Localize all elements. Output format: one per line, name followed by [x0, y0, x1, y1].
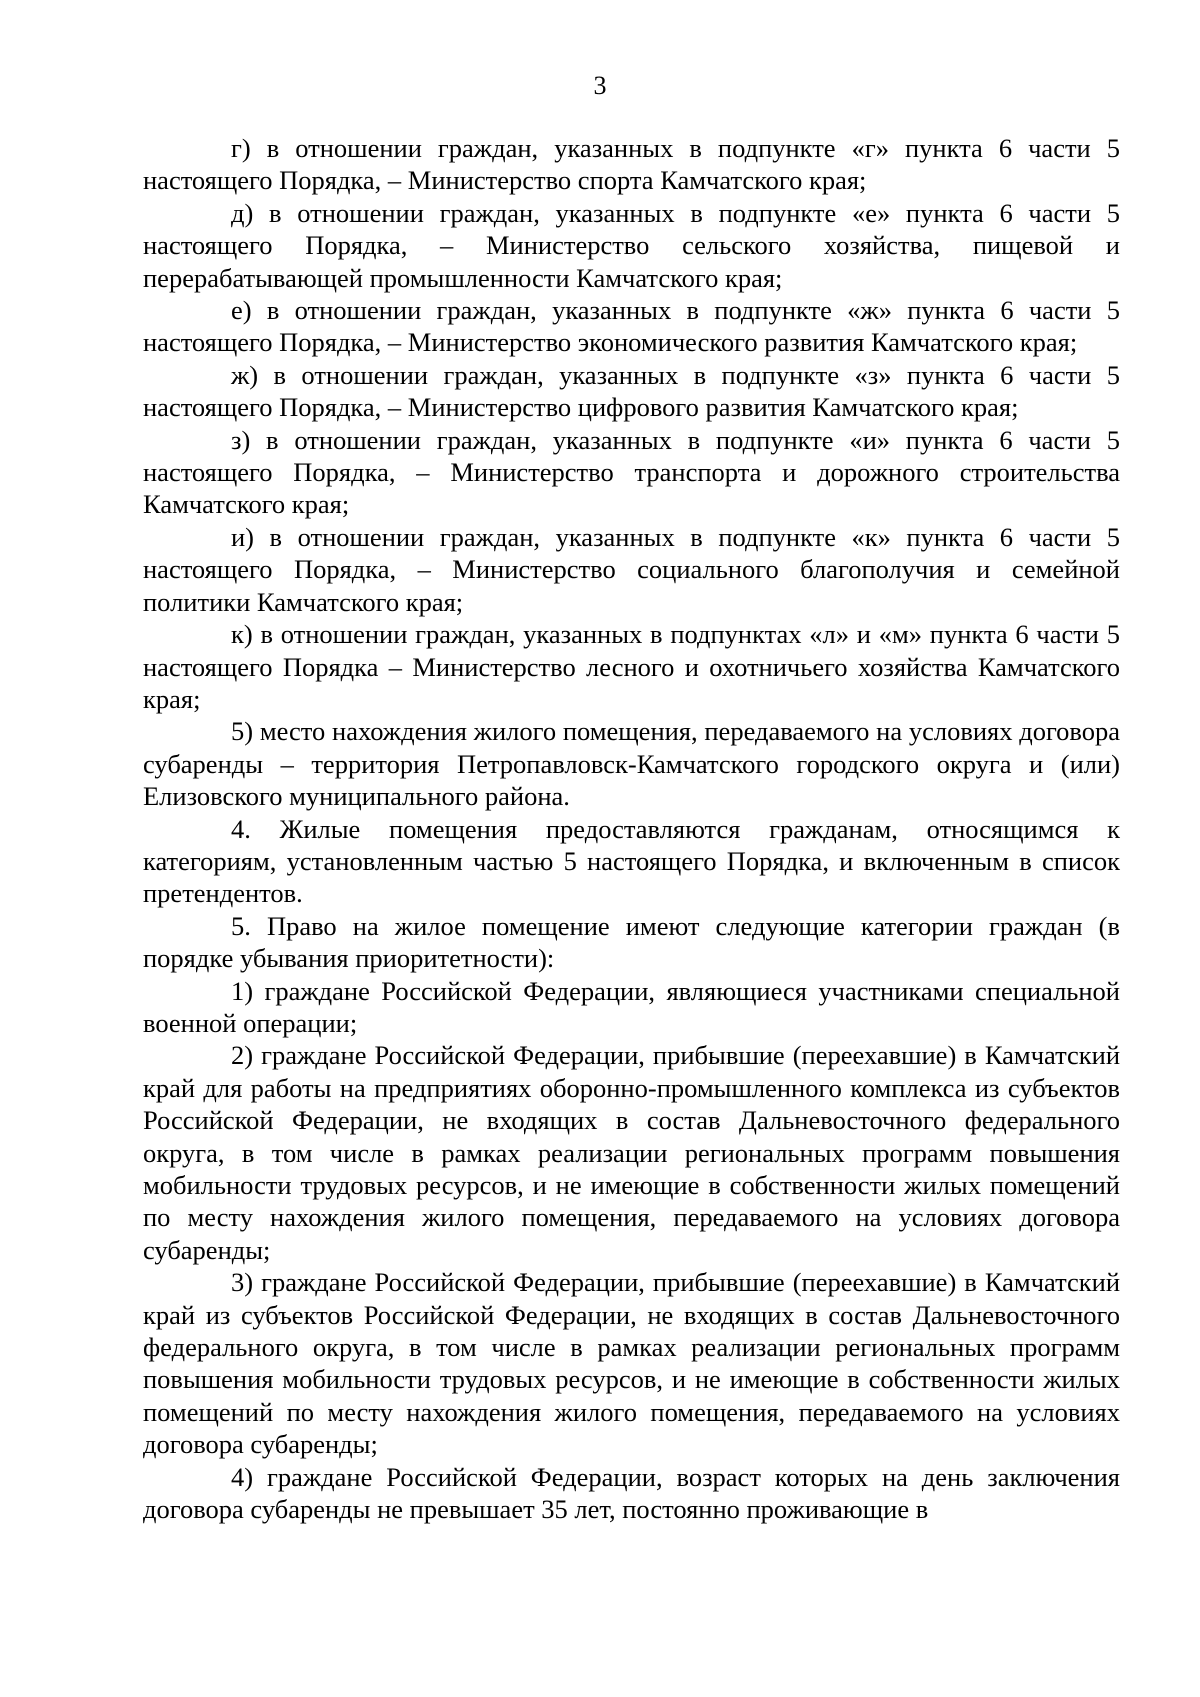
- paragraph-subitem-e: е) в отношении граждан, указанных в подпункте «ж» пункта 6 части 5 настоящего Порядка, – Министерство экономического развития Камчатского края;: [143, 295, 1120, 358]
- paragraph-subitem-z: з) в отношении граждан, указанных в подпункте «и» пункта 6 части 5 настоящего Порядка, – Министерство транспорта и дорожного строительства Камчатского края;: [143, 424, 1120, 520]
- paragraph-subitem-zh: ж) в отношении граждан, указанных в подпункте «з» пункта 6 части 5 настоящего Порядка, – Министерство цифрового развития Камчатского края;: [143, 359, 1120, 423]
- paragraph-category-3: 3) граждане Российской Федерации, прибывшие (переехавшие) в Камчатский край из субъектов Российской Федерации, не входящих в состав Дальневосточного федерального округа, в том числе в рамках реализации региональных программ повышения мобильности трудовых ресурсов, и не имеющие в собственности жилых помещений по месту нахождения жилого помещения, передаваемого на условиях договора субаренды;: [143, 1267, 1120, 1460]
- paragraph-subitem-g: г) в отношении граждан, указанных в подпункте «г» пункта 6 части 5 настоящего Порядка, – Министерство спорта Камчатского края;: [143, 133, 1120, 196]
- paragraph-section-4: 4. Жилые помещения предоставляются гражданам, относящимся к категориям, установленным частью 5 настоящего Порядка, и включенным в список претендентов.: [143, 813, 1120, 909]
- paragraph-category-1: 1) граждане Российской Федерации, являющиеся участниками специальной военной операции;: [143, 975, 1120, 1038]
- paragraph-category-2: 2) граждане Российской Федерации, прибывшие (переехавшие) в Камчатский край для работы на предприятиях оборонно-промышленного комплекса из субъектов Российской Федерации, не входящих в состав Дальневосточного федерального округа, в том числе в рамках реализации региональных программ повышения мобильности трудовых ресурсов, и не имеющие в собственности жилых помещений по месту нахождения жилого помещения, передаваемого на условиях договора субаренды;: [143, 1040, 1120, 1265]
- paragraph-subitem-i: и) в отношении граждан, указанных в подпункте «к» пункта 6 части 5 настоящего Порядка, – Министерство социального благополучия и семейной политики Камчатского края;: [143, 521, 1120, 617]
- paragraph-section-5: 5. Право на жилое помещение имеют следующие категории граждан (в порядке убывания приоритетности):: [143, 910, 1120, 974]
- paragraph-item-5-location: 5) место нахождения жилого помещения, передаваемого на условиях договора субаренды – территория Петропавловск-Камчатского городского округа и (или) Елизовского муниципального района.: [143, 716, 1120, 812]
- document-body: [143, 132, 1120, 1525]
- paragraph-subitem-k: к) в отношении граждан, указанных в подпунктах «л» и «м» пункта 6 части 5 настоящего Порядка – Министерство лесного и охотничьего хозяйства Камчатского края;: [143, 619, 1120, 714]
- page-number: 3: [593, 71, 607, 100]
- paragraph-category-4: 4) граждане Российской Федерации, возраст которых на день заключения договора субаренды не превышает 35 лет, постоянно проживающие в: [143, 1461, 1120, 1525]
- paragraph-subitem-d: д) в отношении граждан, указанных в подпункте «е» пункта 6 части 5 настоящего Порядка, – Министерство сельского хозяйства, пищевой и перерабатывающей промышленности Камчатского края;: [143, 197, 1120, 293]
